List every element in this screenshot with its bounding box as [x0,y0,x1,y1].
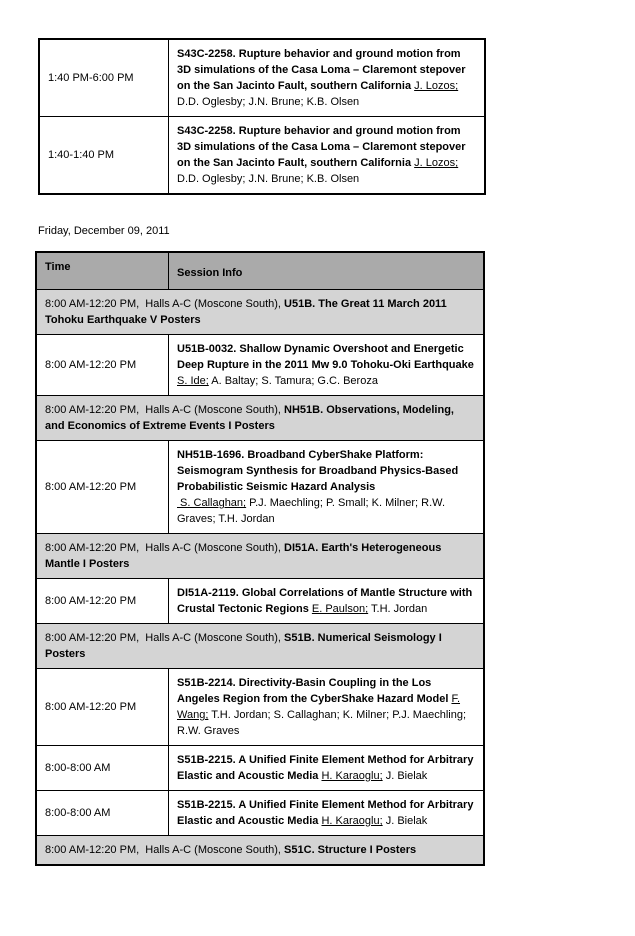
session-title: U51B-0032. Shallow Dynamic Overshoot and Energetic Deep Rupture in the 2011 Mw 9.0 Tohoku-Oki Earthquake [177,343,474,371]
section-cell [36,396,484,441]
time-cell: 8:00-8:00 AM [36,746,169,791]
section-cell [36,836,484,866]
section-cell [36,534,484,579]
session-row [39,117,485,195]
section-title: S51B. Numerical Seismology I Posters [45,632,442,660]
section-row [36,534,484,579]
section-prefix: 8:00 AM-12:20 PM, Halls A-C (Moscone South), [45,404,285,416]
document-page [0,38,635,866]
section-title: NH51B. Observations, Modeling, and Economics of Extreme Events I Posters [45,404,454,432]
time-cell: 8:00-8:00 AM [36,791,169,836]
date-heading: Friday, December 09, 2011 [38,225,170,237]
session-info-cell [169,335,485,396]
section-row [36,836,484,866]
first-author: S. Callaghan; [177,497,247,509]
session-row [36,746,484,791]
time-cell: 1:40-1:40 PM [39,117,169,195]
coauthors: T.H. Jordan; S. Callaghan; K. Milner; P.J. Maechling; R.W. Graves [177,709,467,737]
section-title: S51C. Structure I Posters [284,844,417,856]
first-author: H. Karaoglu; [321,815,383,827]
section-prefix: 8:00 AM-12:20 PM, Halls A-C (Moscone South), [45,542,285,554]
session-table-top [38,38,486,195]
first-author: J. Lozos; [414,80,459,92]
time-cell: 8:00 AM-12:20 PM [36,441,169,534]
section-prefix: 8:00 AM-12:20 PM, Halls A-C (Moscone South), [45,632,285,644]
coauthors: D.D. Oglesby; J.N. Brune; K.B. Olsen [177,96,360,108]
schedule-table [35,251,485,866]
first-author: E. Paulson; [311,603,369,615]
coauthors: P.J. Maechling; P. Small; K. Milner; R.W. Graves; T.H. Jordan [177,497,446,525]
session-title: S43C-2258. Rupture behavior and ground motion from 3D simulations of the Casa Loma – Claremont stepover on the San Jacinto Fault, southern California [177,125,466,169]
session-title: S51B-2215. A Unified Finite Element Method for Arbitrary Elastic and Acoustic Media [177,754,474,782]
section-prefix: 8:00 AM-12:20 PM, Halls A-C (Moscone South), [45,298,285,310]
section-prefix: 8:00 AM-12:20 PM, Halls A-C (Moscone South), [45,844,285,856]
time-cell: 8:00 AM-12:20 PM [36,335,169,396]
column-header-session: Session Info [169,252,485,290]
session-row [36,441,484,534]
column-header-time: Time [36,252,169,290]
time-cell: 8:00 AM-12:20 PM [36,579,169,624]
coauthors: A. Baltay; S. Tamura; G.C. Beroza [211,375,378,387]
session-info-cell [169,791,485,836]
session-row [36,669,484,746]
session-row [36,579,484,624]
section-title: U51B. The Great 11 March 2011 Tohoku Earthquake V Posters [45,298,447,326]
section-cell [36,290,484,335]
session-title: S51B-2215. A Unified Finite Element Method for Arbitrary Elastic and Acoustic Media [177,799,474,827]
session-title: NH51B-1696. Broadband CyberShake Platform: Seismogram Synthesis for Broadband Physics-Based Probabilistic Seismic Hazard Analysis [177,449,459,493]
section-row [36,290,484,335]
session-info-cell [169,746,485,791]
time-cell: 1:40 PM-6:00 PM [39,39,169,117]
section-row [36,396,484,441]
time-cell: 8:00 AM-12:20 PM [36,669,169,746]
header-row [36,252,484,290]
session-info-cell [169,441,485,534]
section-cell [36,624,484,669]
session-title: S51B-2214. Directivity-Basin Coupling in the Los Angeles Region from the CyberShake Hazard Model [177,677,449,705]
first-author: S. Ide; [177,375,209,387]
first-author: J. Lozos; [414,157,459,169]
session-row [36,791,484,836]
session-info-cell [169,39,486,117]
first-author: F. Wang; [177,693,461,721]
session-info-cell [169,117,486,195]
session-title: S43C-2258. Rupture behavior and ground motion from 3D simulations of the Casa Loma – Claremont stepover on the San Jacinto Fault, southern California [177,48,466,92]
coauthors: T.H. Jordan [371,603,428,615]
session-row [36,335,484,396]
first-author: H. Karaoglu; [321,770,383,782]
session-info-cell [169,669,485,746]
session-row [39,39,485,117]
session-title: DI51A-2119. Global Correlations of Mantle Structure with Crustal Tectonic Regions [177,587,473,615]
coauthors: D.D. Oglesby; J.N. Brune; K.B. Olsen [177,173,360,185]
session-info-cell [169,579,485,624]
section-row [36,624,484,669]
coauthors: J. Bielak [385,815,428,827]
section-title: DI51A. Earth's Heterogeneous Mantle I Posters [45,542,442,570]
coauthors: J. Bielak [385,770,428,782]
